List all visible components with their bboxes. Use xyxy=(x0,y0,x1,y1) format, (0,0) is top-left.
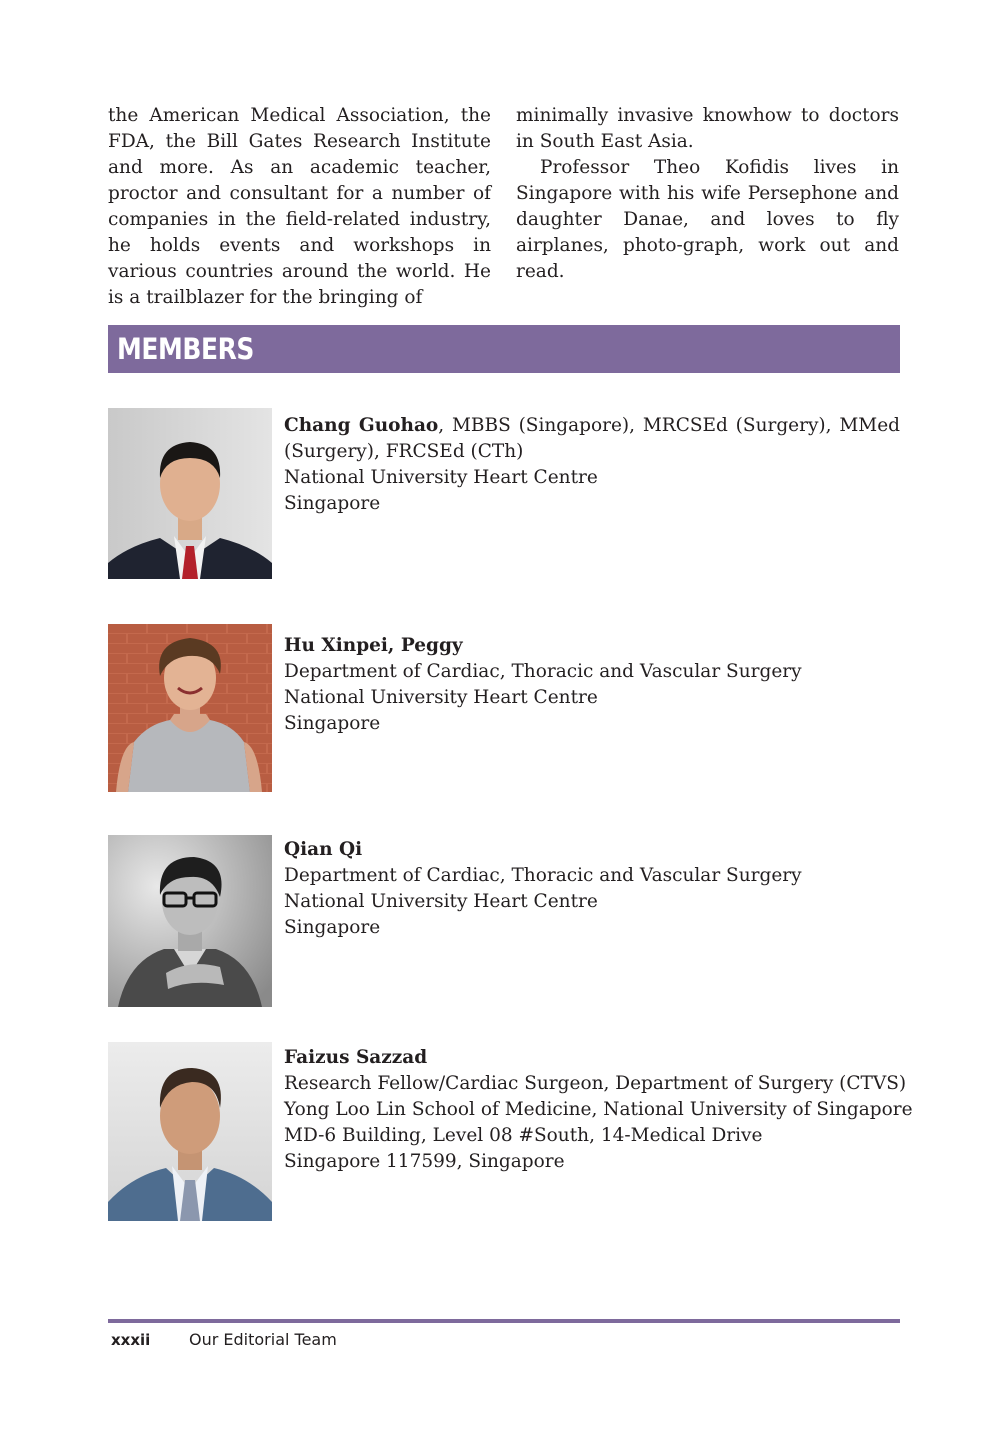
member-affiliation: National University Heart Centre xyxy=(284,687,598,708)
member-credentials: , MBBS (Singapore), MRCSEd (Surgery), MMed (Surgery), FRCSEd (CTh) xyxy=(284,415,900,462)
member-name: Faizus Sazzad xyxy=(284,1047,428,1068)
member-card-3 xyxy=(284,837,900,941)
member-affiliation: National University Heart Centre xyxy=(284,891,598,912)
section-title: MEMBERS xyxy=(117,332,254,366)
member-affiliation: National University Heart Centre xyxy=(284,467,598,488)
member-institution: Yong Loo Lin School of Medicine, National University of Singapore xyxy=(284,1099,913,1120)
member-name: Qian Qi xyxy=(284,839,363,860)
member-department: Department of Cardiac, Thoracic and Vascular Surgery xyxy=(284,865,802,886)
member-card-4 xyxy=(284,1045,913,1175)
member-photo-chang-guohao xyxy=(108,408,272,579)
footer-rule xyxy=(108,1319,900,1323)
member-name-line xyxy=(284,1045,900,1071)
bio-left-column xyxy=(108,103,491,311)
member-name-line xyxy=(284,413,900,465)
member-name: Hu Xinpei, Peggy xyxy=(284,635,463,656)
member-card-2 xyxy=(284,633,900,737)
member-location: Singapore xyxy=(284,917,381,938)
member-card-1 xyxy=(284,413,900,517)
bio-right-column xyxy=(516,103,899,285)
member-photo-qian-qi xyxy=(108,835,272,1007)
member-name-line xyxy=(284,633,900,659)
member-name-line xyxy=(284,837,900,863)
running-title: Our Editorial Team xyxy=(189,1330,337,1349)
member-position: Research Fellow/Cardiac Surgeon, Department of Surgery (CTVS) xyxy=(284,1073,907,1094)
section-heading-bar xyxy=(108,325,900,373)
member-photo-faizus-sazzad xyxy=(108,1042,272,1221)
member-name: Chang Guohao xyxy=(284,415,439,436)
member-location: Singapore xyxy=(284,713,381,734)
bio-right-continued-text: minimally invasive knowhow to doctors in South East Asia. xyxy=(516,105,899,152)
member-location: Singapore xyxy=(284,493,381,514)
member-address: MD-6 Building, Level 08 #South, 14-Medical Drive xyxy=(284,1125,763,1146)
member-department: Department of Cardiac, Thoracic and Vascular Surgery xyxy=(284,661,802,682)
member-photo-hu-xinpei xyxy=(108,624,272,792)
bio-left-text: the American Medical Association, the FDA, the Bill Gates Research Institute and more. As an academic teacher, proctor and consultant for a number of companies in the field-related industry, he holds events and workshops in various countries around the world. He is a trailblazer for the bringing of xyxy=(108,105,491,308)
bio-right-paragraph: Professor Theo Kofidis lives in Singapore with his wife Persephone and daughter Danae, and loves to fly airplanes, photo-graph, work out and read. xyxy=(516,157,899,282)
page-number: xxxii xyxy=(111,1331,151,1349)
member-location: Singapore 117599, Singapore xyxy=(284,1151,565,1172)
